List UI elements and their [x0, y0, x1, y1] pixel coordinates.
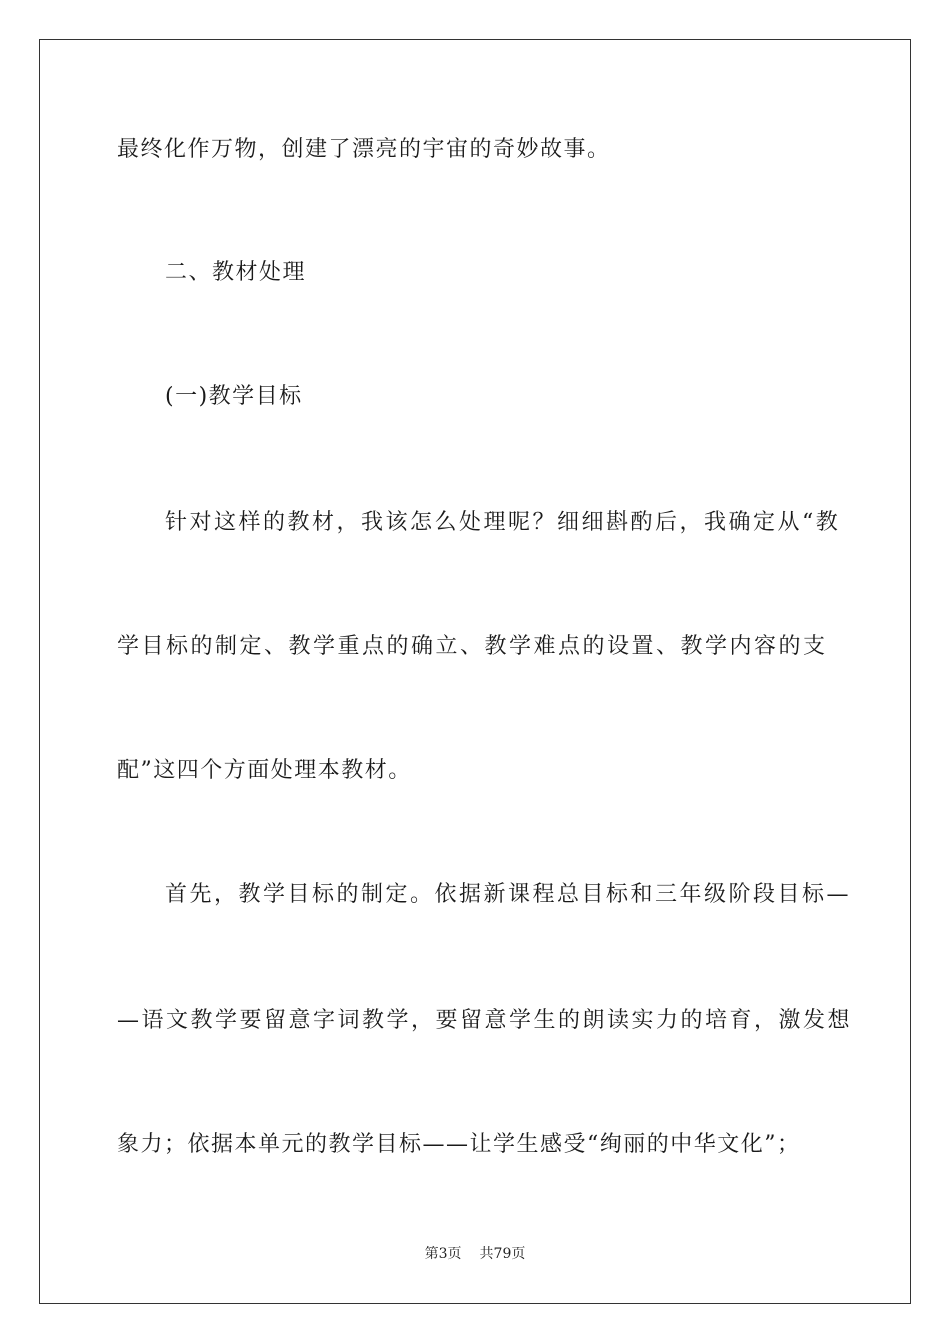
paragraph-line-4: 首先，教学目标的制定。依据新课程总目标和三年级阶段目标— [165, 882, 852, 907]
paragraph-line-2: 学目标的制定、教学重点的确立、教学难点的设置、教学内容的支 [117, 634, 828, 659]
paragraph-line-1: 针对这样的教材，我该怎么处理呢？细细斟酌后，我确定从“教 [165, 510, 841, 535]
section-heading: 二、教材处理 [165, 260, 307, 285]
page-total: 共79页 [479, 1246, 526, 1262]
page-footer [0, 1244, 950, 1264]
page-border [39, 39, 911, 1304]
text-line-1: 最终化作万物，创建了漂亮的宇宙的奇妙故事。 [117, 137, 611, 162]
paragraph-line-5: —语文教学要留意字词教学，要留意学生的朗读实力的培育，激发想 [117, 1008, 853, 1033]
subsection-heading: (一)教学目标 [165, 384, 303, 409]
paragraph-line-6: 象力；依据本单元的教学目标——让学生感受“绚丽的中华文化”； [117, 1132, 801, 1157]
paragraph-line-3: 配”这四个方面处理本教材。 [117, 758, 412, 783]
page-number: 第3页 [424, 1246, 462, 1262]
